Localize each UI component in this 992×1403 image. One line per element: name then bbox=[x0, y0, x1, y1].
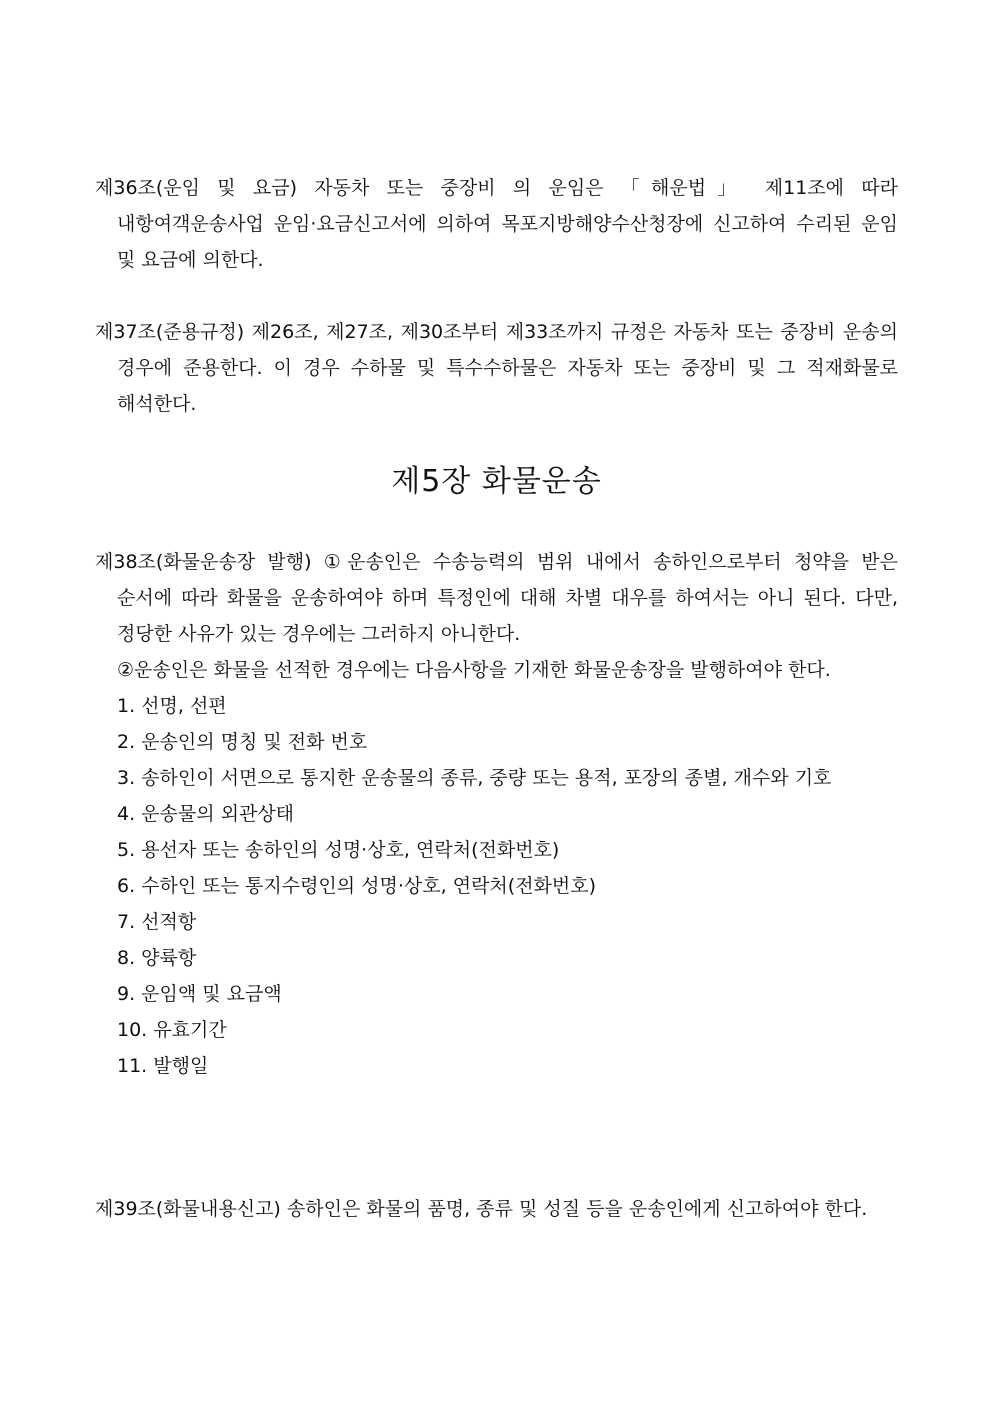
article-38-paragraph-1: ①운송인은 수송능력의 범위 내에서 송하인으로부터 청약을 받은 순서에 따라 화물을 운송하여야 하며 특정인에 대해 차별 대우를 하여서는 아니 된다. 다만, 정당한 사유가 있는 경우에는 그러하지 아니한다. bbox=[117, 551, 898, 645]
list-item: 8. 양륙항 bbox=[117, 947, 197, 969]
article-39 bbox=[95, 1191, 898, 1227]
article-37-body: 제26조, 제27조, 제30조부터 제33조까지 규정은 자동차 또는 중장비 운송의 경우에 준용한다. 이 경우 수하물 및 특수수하물은 자동차 또는 중장비 및 그 적재화물로 해석한다. bbox=[117, 321, 898, 415]
list-item: 7. 선적항 bbox=[117, 911, 197, 933]
list-item: 6. 수하인 또는 통지수령인의 성명·상호, 연락처(전화번호) bbox=[117, 875, 597, 897]
article-37 bbox=[95, 314, 898, 422]
chapter-title: 제5장 화물운송 bbox=[391, 464, 602, 499]
article-38-paragraph-2: ②운송인은 화물을 선적한 경우에는 다음사항을 기재한 화물운송장을 발행하여야 한다. bbox=[117, 659, 831, 681]
article-36-body: 자동차 또는 중장비 의 운임은 「해운법」 제11조에 따라 내항여객운송사업 운임·요금신고서에 의하여 목포지방해양수산청장에 신고하여 수리된 운임 및 요금에 의한다. bbox=[117, 177, 898, 271]
article-37-heading: 제37조(준용규정) bbox=[95, 321, 245, 343]
article-38-heading: 제38조(화물운송장 발행) bbox=[95, 551, 312, 573]
list-item: 11. 발행일 bbox=[117, 1055, 209, 1077]
list-item: 9. 운임액 및 요금액 bbox=[117, 983, 282, 1005]
list-item: 4. 운송물의 외관상태 bbox=[117, 803, 295, 825]
article-39-body: 송하인은 화물의 품명, 종류 및 성질 등을 운송인에게 신고하여야 한다. bbox=[280, 1198, 868, 1220]
list-item: 3. 송하인이 서면으로 통지한 운송물의 종류, 중량 또는 용적, 포장의 종별, 개수와 기호 bbox=[117, 767, 832, 789]
list-item: 2. 운송인의 명칭 및 전화 번호 bbox=[117, 731, 368, 753]
list-item: 1. 선명, 선편 bbox=[117, 695, 227, 717]
article-36 bbox=[95, 170, 898, 278]
list-item: 5. 용선자 또는 송하인의 성명·상호, 연락처(전화번호) bbox=[117, 839, 560, 861]
article-36-heading: 제36조(운임 및 요금) bbox=[95, 177, 297, 199]
article-38 bbox=[95, 544, 898, 1084]
article-38-item-list bbox=[117, 688, 898, 1084]
list-item: 10. 유효기간 bbox=[117, 1019, 227, 1041]
article-39-heading: 제39조(화물내용신고) bbox=[95, 1198, 281, 1220]
